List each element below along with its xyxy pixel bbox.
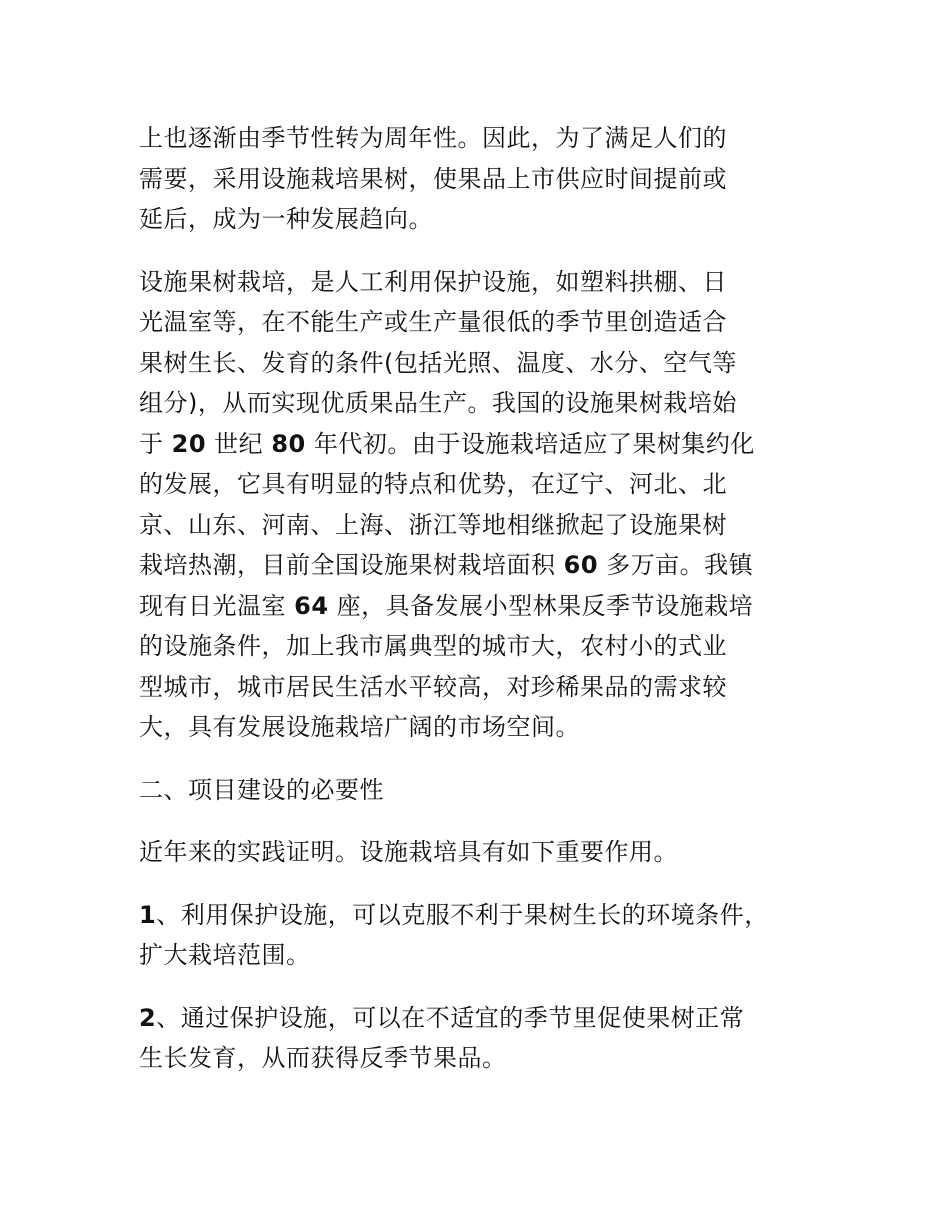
number-text: 60 — [563, 551, 599, 579]
list-item-2 — [139, 998, 839, 1079]
text-line: 果树生长、发育的条件(包括光照、温度、水分、空气等 — [139, 348, 737, 377]
text-line: 生长发育，从而获得反季节果品。 — [139, 1044, 507, 1072]
text-line: 1、利用保护设施，可以克服不利于果树生长的环境条件， — [139, 900, 769, 929]
text-line: 现有日光温室 64 座，具备发展小型林果反季节设施栽培 — [139, 591, 754, 620]
number-text: 2 — [139, 1003, 157, 1032]
document-body — [139, 118, 839, 1101]
text-line: 2、通过保护设施，可以在不适宜的季节里促使果树正常 — [139, 1003, 745, 1032]
text-line: 的设施条件，加上我市属典型的城市大，农村小的式业 — [139, 632, 727, 660]
number-text: 20 — [171, 429, 207, 458]
text-line: 组分)，从而实现优质果品生产。我国的设施果树栽培始 — [139, 389, 737, 417]
list-item-1 — [139, 895, 839, 976]
section-heading — [139, 770, 839, 811]
text-line: 扩大栽培范围。 — [139, 941, 311, 969]
paragraph-practice — [139, 832, 839, 873]
number-text: 1 — [139, 900, 157, 929]
heading-line: 二、项目建设的必要性 — [139, 775, 384, 804]
paragraph-intro — [139, 118, 839, 240]
text-line: 光温室等，在不能生产或生产量很低的季节里创造适合 — [139, 308, 727, 336]
text-line: 设施果树栽培，是人工利用保护设施，如塑料拱棚、日 — [139, 267, 727, 296]
text-line: 延后，成为一种发展趋向。 — [139, 205, 433, 233]
text-line: 型城市，城市居民生活水平较高，对珍稀果品的需求较 — [139, 672, 727, 701]
text-line: 于 20 世纪 80 年代初。由于设施栽培适应了果树集约化 — [139, 429, 755, 458]
paragraph-cultivation — [139, 262, 839, 748]
number-text: 64 — [294, 591, 329, 620]
text-line: 栽培热潮，目前全国设施果树栽培面积 60 多万亩。我镇 — [139, 551, 754, 579]
text-line: 需要，采用设施栽培果树，使果品上市供应时间提前或 — [139, 164, 727, 193]
text-line: 近年来的实践证明。设施栽培具有如下重要作用。 — [139, 838, 678, 866]
text-line: 京、山东、河南、上海、浙江等地相继掀起了设施果树 — [139, 510, 727, 539]
text-line: 上也逐渐由季节性转为周年性。因此，为了满足人们的 — [139, 124, 727, 152]
number-text: 80 — [271, 429, 306, 458]
text-line: 大，具有发展设施栽培广阔的市场空间。 — [139, 713, 580, 741]
text-line: 的发展，它具有明显的特点和优势，在辽宁、河北、北 — [139, 470, 727, 498]
